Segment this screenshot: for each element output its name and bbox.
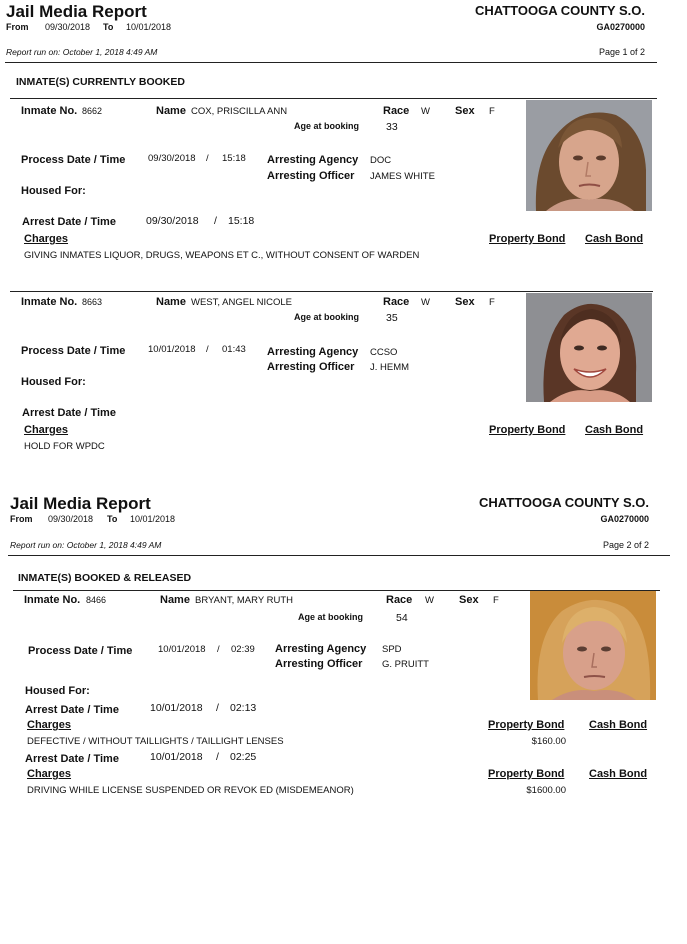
- agency-label: Arresting Agency: [267, 346, 359, 358]
- agency-name: CHATTOOGA COUNTY S.O.: [479, 495, 649, 510]
- sex-label: Sex: [455, 105, 475, 117]
- cash-bond-label: Cash Bond: [589, 719, 648, 731]
- arrest-date: 10/01/2018: [150, 751, 203, 763]
- inmate-name: BRYANT, MARY RUTH: [195, 595, 294, 606]
- inmate-photo: [530, 591, 656, 700]
- age-value: 35: [386, 312, 398, 324]
- race-label: Race: [383, 296, 410, 308]
- from-label: From: [6, 22, 29, 32]
- agency-code: GA0270000: [600, 514, 649, 524]
- property-bond-label: Property Bond: [488, 719, 565, 731]
- agency-label: Arresting Agency: [275, 643, 367, 655]
- slash: /: [214, 215, 217, 227]
- inmate-no-label: Inmate No.: [24, 594, 81, 606]
- sex-label: Sex: [459, 594, 479, 606]
- property-bond-amount: $1600.00: [526, 785, 566, 796]
- race-value: W: [425, 595, 434, 606]
- age-value: 54: [396, 612, 408, 624]
- property-bond-label: Property Bond: [489, 233, 566, 245]
- from-date: 09/30/2018: [48, 514, 94, 524]
- arrest-time: 15:18: [228, 215, 255, 227]
- officer-value: G. PRUITT: [382, 659, 429, 670]
- agency-value: SPD: [382, 644, 402, 655]
- arrest-date: 09/30/2018: [146, 215, 199, 227]
- race-label: Race: [386, 594, 413, 606]
- from-date: 09/30/2018: [45, 22, 91, 32]
- sex-value: F: [489, 106, 495, 117]
- age-value: 33: [386, 121, 398, 133]
- slash: /: [206, 344, 209, 355]
- inmate-no: 8466: [86, 595, 107, 605]
- officer-value: JAMES WHITE: [370, 171, 435, 182]
- slash: /: [216, 751, 219, 763]
- divider: [8, 555, 670, 556]
- race-value: W: [421, 297, 430, 308]
- arrest-label: Arrest Date / Time: [22, 407, 116, 419]
- run-value: October 1, 2018 4:49 AM: [66, 540, 162, 550]
- property-bond-label: Property Bond: [488, 768, 565, 780]
- sex-value: F: [493, 595, 499, 606]
- process-date: 10/01/2018: [148, 344, 196, 355]
- officer-label: Arresting Officer: [275, 658, 363, 670]
- arrest-label: Arrest Date / Time: [22, 216, 116, 228]
- inmate-photo: [526, 100, 652, 211]
- report-run-date: [6, 47, 157, 57]
- process-label: Process Date / Time: [28, 645, 133, 657]
- cash-bond-label: Cash Bond: [589, 768, 648, 780]
- process-time: 02:39: [231, 644, 255, 655]
- process-date: 09/30/2018: [148, 153, 196, 164]
- arrest-date: 10/01/2018: [150, 702, 203, 714]
- section-title: INMATE(S) BOOKED & RELEASED: [18, 572, 192, 584]
- to-label: To: [103, 22, 114, 32]
- inmate-no: 8663: [82, 297, 103, 307]
- section-title: INMATE(S) CURRENTLY BOOKED: [16, 76, 185, 88]
- name-label: Name: [156, 296, 186, 308]
- housed-for-label: Housed For:: [25, 685, 90, 697]
- charge-text: GIVING INMATES LIQUOR, DRUGS, WEAPONS ET C., WITHOUT CONSENT OF WARDEN: [24, 250, 420, 261]
- inmate-photo: [526, 293, 652, 402]
- process-label: Process Date / Time: [21, 154, 126, 166]
- inmate-no: 8662: [82, 106, 103, 116]
- officer-label: Arresting Officer: [267, 361, 355, 373]
- agency-name: CHATTOOGA COUNTY S.O.: [475, 3, 645, 18]
- agency-label: Arresting Agency: [267, 154, 359, 166]
- divider: [10, 98, 657, 99]
- page-number: Page 2 of 2: [602, 540, 649, 550]
- run-label: Report run on:: [6, 47, 61, 57]
- to-date: 10/01/2018: [130, 514, 176, 524]
- agency-value: CCSO: [370, 347, 398, 358]
- slash: /: [216, 702, 219, 714]
- charge-text: HOLD FOR WPDC: [24, 441, 105, 452]
- agency-value: DOC: [370, 155, 392, 166]
- inmate-no-label: Inmate No.: [21, 105, 78, 117]
- name-label: Name: [156, 105, 186, 117]
- page-number: Page 1 of 2: [598, 47, 645, 57]
- arrest-time: 02:25: [230, 751, 257, 763]
- report-title: Jail Media Report: [10, 494, 151, 513]
- sex-label: Sex: [455, 296, 475, 308]
- officer-value: J. HEMM: [370, 362, 410, 373]
- agency-code: GA0270000: [596, 22, 645, 32]
- charges-label: Charges: [24, 424, 69, 436]
- charge-text: DEFECTIVE / WITHOUT TAILLIGHTS / TAILLIGHT LENSES: [27, 736, 284, 747]
- age-label: Age at booking: [294, 121, 359, 131]
- inmate-name: COX, PRISCILLA ANN: [191, 106, 288, 117]
- property-bond-amount: $160.00: [531, 736, 566, 747]
- cash-bond-label: Cash Bond: [585, 233, 644, 245]
- inmate-no-label: Inmate No.: [21, 296, 78, 308]
- housed-for-label: Housed For:: [21, 185, 86, 197]
- charges-label: Charges: [27, 719, 72, 731]
- age-label: Age at booking: [298, 612, 363, 622]
- name-label: Name: [160, 594, 190, 606]
- divider: [10, 291, 653, 292]
- report-title: Jail Media Report: [6, 2, 147, 21]
- arrest-label: Arrest Date / Time: [25, 704, 119, 716]
- charges-label: Charges: [24, 233, 69, 245]
- property-bond-label: Property Bond: [489, 424, 566, 436]
- housed-for-label: Housed For:: [21, 376, 86, 388]
- arrest-label: Arrest Date / Time: [25, 753, 119, 765]
- from-label: From: [10, 514, 33, 524]
- divider: [5, 62, 657, 63]
- race-label: Race: [383, 105, 410, 117]
- arrest-time: 02:13: [230, 702, 257, 714]
- age-label: Age at booking: [294, 312, 359, 322]
- process-time: 01:43: [222, 344, 246, 355]
- charge-text: DRIVING WHILE LICENSE SUSPENDED OR REVOK ED (MISDEMEANOR): [27, 785, 354, 796]
- slash: /: [206, 153, 209, 164]
- race-value: W: [421, 106, 430, 117]
- slash: /: [217, 644, 220, 655]
- sex-value: F: [489, 297, 495, 308]
- report-run-date: [10, 540, 161, 550]
- process-label: Process Date / Time: [21, 345, 126, 357]
- to-label: To: [107, 514, 118, 524]
- run-value: October 1, 2018 4:49 AM: [62, 47, 158, 57]
- inmate-name: WEST, ANGEL NICOLE: [191, 297, 293, 308]
- run-label: Report run on:: [10, 540, 65, 550]
- to-date: 10/01/2018: [126, 22, 172, 32]
- officer-label: Arresting Officer: [267, 170, 355, 182]
- process-date: 10/01/2018: [158, 644, 206, 655]
- process-time: 15:18: [222, 153, 246, 164]
- charges-label: Charges: [27, 768, 72, 780]
- cash-bond-label: Cash Bond: [585, 424, 644, 436]
